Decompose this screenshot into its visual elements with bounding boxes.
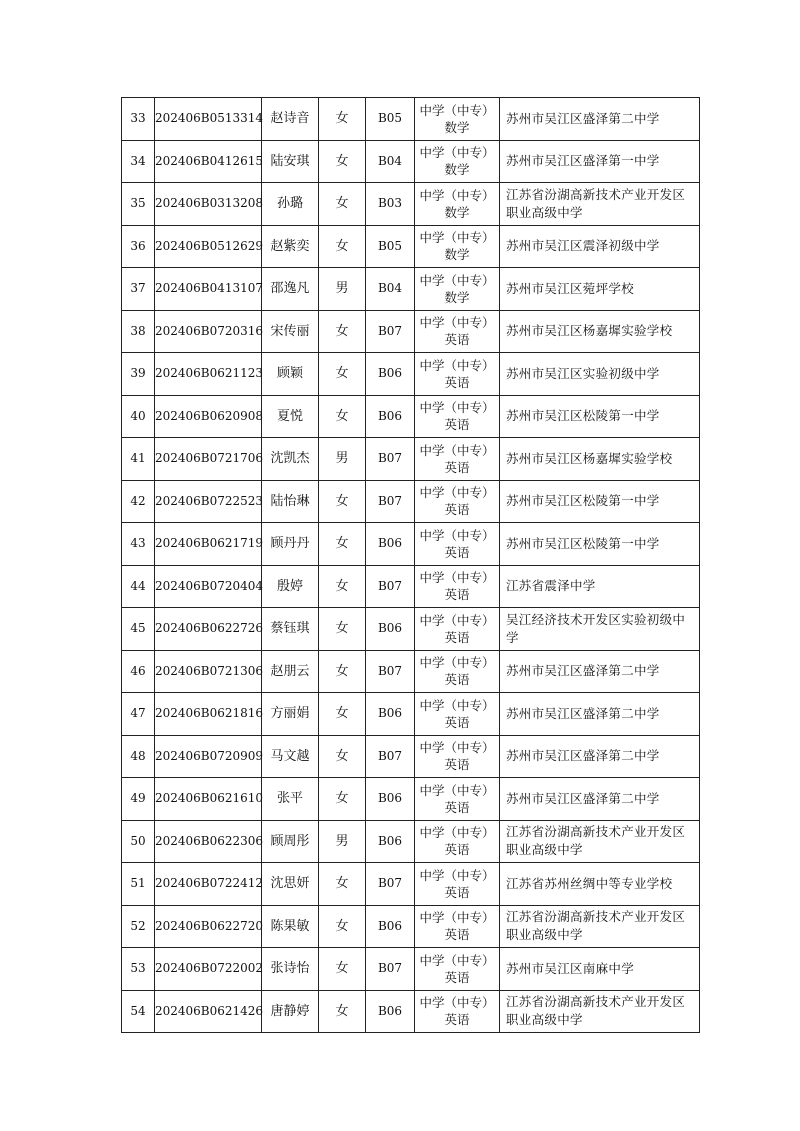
cell-exam-id: 202406B0621816: [155, 693, 262, 736]
cell-sex: 女: [319, 353, 366, 396]
table-row: [122, 820, 700, 863]
subject-level: 中学（中专）: [419, 655, 495, 671]
cell-subject: [415, 480, 500, 523]
cell-position-code: B07: [366, 863, 415, 906]
subject-name: 英语: [444, 629, 470, 645]
subject-name: 英语: [444, 969, 470, 985]
subject-name: 英语: [444, 927, 470, 943]
cell-exam-id: 202406B0720909: [155, 735, 262, 778]
subject-name: 英语: [444, 1012, 470, 1028]
subject-name: 数学: [444, 289, 470, 305]
cell-seq: 44: [122, 565, 155, 608]
cell-subject: [415, 225, 500, 268]
cell-sex: 女: [319, 948, 366, 991]
cell-subject: [415, 990, 500, 1033]
cell-subject: [415, 948, 500, 991]
subject-level: 中学（中专）: [419, 782, 495, 798]
cell-sex: 女: [319, 863, 366, 906]
cell-school: 江苏省汾湖高新技术产业开发区职业高级中学: [500, 183, 700, 226]
cell-seq: 42: [122, 480, 155, 523]
cell-name: 沈思妍: [262, 863, 319, 906]
subject-level: 中学（中专）: [419, 272, 495, 288]
cell-seq: 38: [122, 310, 155, 353]
table-row: [122, 778, 700, 821]
subject-name: 英语: [444, 799, 470, 815]
cell-subject: [415, 438, 500, 481]
cell-subject: [415, 310, 500, 353]
table-row: [122, 948, 700, 991]
table-row: [122, 905, 700, 948]
cell-exam-id: 202406B0621123: [155, 353, 262, 396]
cell-exam-id: 202406B0513314: [155, 98, 262, 141]
cell-position-code: B06: [366, 608, 415, 651]
cell-name: 夏悦: [262, 395, 319, 438]
table-row: [122, 735, 700, 778]
cell-school: 苏州市吴江区杨嘉墀实验学校: [500, 310, 700, 353]
cell-position-code: B04: [366, 140, 415, 183]
cell-school: 江苏省苏州丝绸中等专业学校: [500, 863, 700, 906]
cell-exam-id: 202406B0313208: [155, 183, 262, 226]
cell-seq: 37: [122, 268, 155, 311]
cell-position-code: B06: [366, 523, 415, 566]
cell-school: 江苏省震泽中学: [500, 565, 700, 608]
cell-school: 苏州市吴江区盛泽第二中学: [500, 693, 700, 736]
subject-name: 英语: [444, 544, 470, 560]
cell-sex: 女: [319, 735, 366, 778]
cell-seq: 36: [122, 225, 155, 268]
subject-name: 数学: [444, 204, 470, 220]
subject-level: 中学（中专）: [419, 230, 495, 246]
cell-sex: 女: [319, 565, 366, 608]
cell-subject: [415, 395, 500, 438]
cell-school: 苏州市吴江区实验初级中学: [500, 353, 700, 396]
candidate-table: [121, 97, 700, 1033]
subject-level: 中学（中专）: [419, 485, 495, 501]
cell-seq: 40: [122, 395, 155, 438]
cell-name: 顾颖: [262, 353, 319, 396]
subject-level: 中学（中专）: [419, 400, 495, 416]
cell-position-code: B07: [366, 310, 415, 353]
cell-position-code: B06: [366, 693, 415, 736]
cell-seq: 43: [122, 523, 155, 566]
cell-subject: [415, 140, 500, 183]
cell-seq: 47: [122, 693, 155, 736]
cell-exam-id: 202406B0622720: [155, 905, 262, 948]
subject-name: 英语: [444, 374, 470, 390]
table-row: [122, 523, 700, 566]
cell-subject: [415, 353, 500, 396]
cell-subject: [415, 268, 500, 311]
subject-name: 英语: [444, 502, 470, 518]
subject-name: 英语: [444, 714, 470, 730]
cell-name: 沈凯杰: [262, 438, 319, 481]
table-row: [122, 565, 700, 608]
cell-name: 张平: [262, 778, 319, 821]
cell-school: 江苏省汾湖高新技术产业开发区职业高级中学: [500, 905, 700, 948]
cell-seq: 52: [122, 905, 155, 948]
cell-position-code: B07: [366, 650, 415, 693]
subject-name: 数学: [444, 247, 470, 263]
cell-sex: 女: [319, 310, 366, 353]
cell-name: 宋传丽: [262, 310, 319, 353]
cell-sex: 男: [319, 820, 366, 863]
cell-sex: 女: [319, 650, 366, 693]
cell-subject: [415, 565, 500, 608]
cell-name: 顾周彤: [262, 820, 319, 863]
subject-name: 英语: [444, 587, 470, 603]
cell-school: 苏州市吴江区松陵第一中学: [500, 523, 700, 566]
cell-seq: 34: [122, 140, 155, 183]
cell-seq: 51: [122, 863, 155, 906]
cell-position-code: B07: [366, 480, 415, 523]
table-row: [122, 693, 700, 736]
cell-exam-id: 202406B0621610: [155, 778, 262, 821]
cell-school: 苏州市吴江区盛泽第一中学: [500, 140, 700, 183]
cell-sex: 女: [319, 990, 366, 1033]
cell-position-code: B04: [366, 268, 415, 311]
subject-name: 英语: [444, 417, 470, 433]
cell-exam-id: 202406B0412615: [155, 140, 262, 183]
cell-school: 苏州市吴江区菀坪学校: [500, 268, 700, 311]
cell-position-code: B07: [366, 438, 415, 481]
cell-position-code: B05: [366, 98, 415, 141]
cell-sex: 女: [319, 480, 366, 523]
cell-sex: 女: [319, 693, 366, 736]
cell-sex: 女: [319, 98, 366, 141]
cell-sex: 女: [319, 140, 366, 183]
subject-level: 中学（中专）: [419, 527, 495, 543]
cell-sex: 女: [319, 778, 366, 821]
table-row: [122, 183, 700, 226]
subject-name: 英语: [444, 884, 470, 900]
cell-name: 陆安琪: [262, 140, 319, 183]
cell-name: 马文越: [262, 735, 319, 778]
cell-seq: 48: [122, 735, 155, 778]
cell-subject: [415, 735, 500, 778]
subject-level: 中学（中专）: [419, 867, 495, 883]
table-row: [122, 225, 700, 268]
cell-exam-id: 202406B0721306: [155, 650, 262, 693]
cell-sex: 女: [319, 905, 366, 948]
cell-school: 江苏省汾湖高新技术产业开发区职业高级中学: [500, 820, 700, 863]
table-row: [122, 395, 700, 438]
cell-exam-id: 202406B0620908: [155, 395, 262, 438]
cell-name: 蔡钰琪: [262, 608, 319, 651]
subject-level: 中学（中专）: [419, 145, 495, 161]
cell-position-code: B05: [366, 225, 415, 268]
cell-position-code: B07: [366, 948, 415, 991]
cell-exam-id: 202406B0622306: [155, 820, 262, 863]
subject-level: 中学（中专）: [419, 697, 495, 713]
cell-position-code: B06: [366, 905, 415, 948]
subject-level: 中学（中专）: [419, 740, 495, 756]
cell-sex: 女: [319, 523, 366, 566]
cell-seq: 45: [122, 608, 155, 651]
cell-name: 赵朋云: [262, 650, 319, 693]
subject-name: 英语: [444, 332, 470, 348]
subject-level: 中学（中专）: [419, 442, 495, 458]
cell-subject: [415, 778, 500, 821]
table-row: [122, 990, 700, 1033]
cell-seq: 54: [122, 990, 155, 1033]
cell-exam-id: 202406B0722412: [155, 863, 262, 906]
cell-seq: 49: [122, 778, 155, 821]
cell-name: 陆怡琳: [262, 480, 319, 523]
cell-sex: 男: [319, 438, 366, 481]
cell-position-code: B06: [366, 990, 415, 1033]
subject-name: 英语: [444, 842, 470, 858]
cell-school: 苏州市吴江区盛泽第二中学: [500, 735, 700, 778]
cell-subject: [415, 905, 500, 948]
cell-subject: [415, 608, 500, 651]
cell-school: 苏州市吴江区南麻中学: [500, 948, 700, 991]
subject-level: 中学（中专）: [419, 357, 495, 373]
subject-level: 中学（中专）: [419, 187, 495, 203]
cell-position-code: B07: [366, 735, 415, 778]
subject-level: 中学（中专）: [419, 995, 495, 1011]
subject-name: 英语: [444, 757, 470, 773]
cell-exam-id: 202406B0720316: [155, 310, 262, 353]
cell-name: 顾丹丹: [262, 523, 319, 566]
table-row: [122, 608, 700, 651]
cell-sex: 女: [319, 183, 366, 226]
cell-position-code: B07: [366, 565, 415, 608]
cell-subject: [415, 183, 500, 226]
cell-school: 苏州市吴江区震泽初级中学: [500, 225, 700, 268]
cell-sex: 女: [319, 395, 366, 438]
table-row: [122, 98, 700, 141]
cell-subject: [415, 523, 500, 566]
cell-position-code: B03: [366, 183, 415, 226]
cell-school: 苏州市吴江区松陵第一中学: [500, 480, 700, 523]
cell-sex: 男: [319, 268, 366, 311]
cell-school: 苏州市吴江区盛泽第二中学: [500, 778, 700, 821]
subject-level: 中学（中专）: [419, 910, 495, 926]
cell-exam-id: 202406B0722002: [155, 948, 262, 991]
subject-level: 中学（中专）: [419, 315, 495, 331]
cell-name: 陈果敏: [262, 905, 319, 948]
subject-level: 中学（中专）: [419, 825, 495, 841]
cell-seq: 41: [122, 438, 155, 481]
table-row: [122, 650, 700, 693]
cell-seq: 46: [122, 650, 155, 693]
cell-name: 赵紫奕: [262, 225, 319, 268]
table-row: [122, 480, 700, 523]
cell-sex: 女: [319, 608, 366, 651]
table-row: [122, 140, 700, 183]
cell-school: 苏州市吴江区盛泽第二中学: [500, 650, 700, 693]
table-body: [122, 98, 700, 1033]
cell-school: 苏州市吴江区松陵第一中学: [500, 395, 700, 438]
subject-name: 英语: [444, 672, 470, 688]
cell-seq: 35: [122, 183, 155, 226]
cell-name: 孙璐: [262, 183, 319, 226]
cell-position-code: B06: [366, 353, 415, 396]
cell-position-code: B06: [366, 395, 415, 438]
cell-name: 赵诗音: [262, 98, 319, 141]
table-row: [122, 310, 700, 353]
cell-position-code: B06: [366, 820, 415, 863]
subject-level: 中学（中专）: [419, 102, 495, 118]
cell-sex: 女: [319, 225, 366, 268]
subject-level: 中学（中专）: [419, 570, 495, 586]
cell-exam-id: 202406B0413107: [155, 268, 262, 311]
cell-subject: [415, 863, 500, 906]
cell-subject: [415, 650, 500, 693]
cell-name: 邵逸凡: [262, 268, 319, 311]
subject-level: 中学（中专）: [419, 952, 495, 968]
table-row: [122, 438, 700, 481]
subject-name: 英语: [444, 459, 470, 475]
cell-seq: 33: [122, 98, 155, 141]
cell-name: 方丽娟: [262, 693, 319, 736]
table-row: [122, 268, 700, 311]
cell-exam-id: 202406B0722523: [155, 480, 262, 523]
cell-seq: 39: [122, 353, 155, 396]
cell-exam-id: 202406B0721706: [155, 438, 262, 481]
cell-subject: [415, 693, 500, 736]
cell-subject: [415, 98, 500, 141]
cell-exam-id: 202406B0621719: [155, 523, 262, 566]
cell-name: 张诗怡: [262, 948, 319, 991]
cell-exam-id: 202406B0621426: [155, 990, 262, 1033]
cell-seq: 53: [122, 948, 155, 991]
subject-name: 数学: [444, 162, 470, 178]
cell-exam-id: 202406B0622726: [155, 608, 262, 651]
subject-level: 中学（中专）: [419, 612, 495, 628]
cell-exam-id: 202406B0720404: [155, 565, 262, 608]
cell-school: 苏州市吴江区杨嘉墀实验学校: [500, 438, 700, 481]
cell-subject: [415, 820, 500, 863]
table-row: [122, 353, 700, 396]
cell-name: 殷婷: [262, 565, 319, 608]
cell-school: 吴江经济技术开发区实验初级中学: [500, 608, 700, 651]
cell-exam-id: 202406B0512629: [155, 225, 262, 268]
cell-seq: 50: [122, 820, 155, 863]
table-row: [122, 863, 700, 906]
cell-name: 唐静婷: [262, 990, 319, 1033]
cell-position-code: B06: [366, 778, 415, 821]
cell-school: 苏州市吴江区盛泽第二中学: [500, 98, 700, 141]
cell-school: 江苏省汾湖高新技术产业开发区职业高级中学: [500, 990, 700, 1033]
subject-name: 数学: [444, 119, 470, 135]
